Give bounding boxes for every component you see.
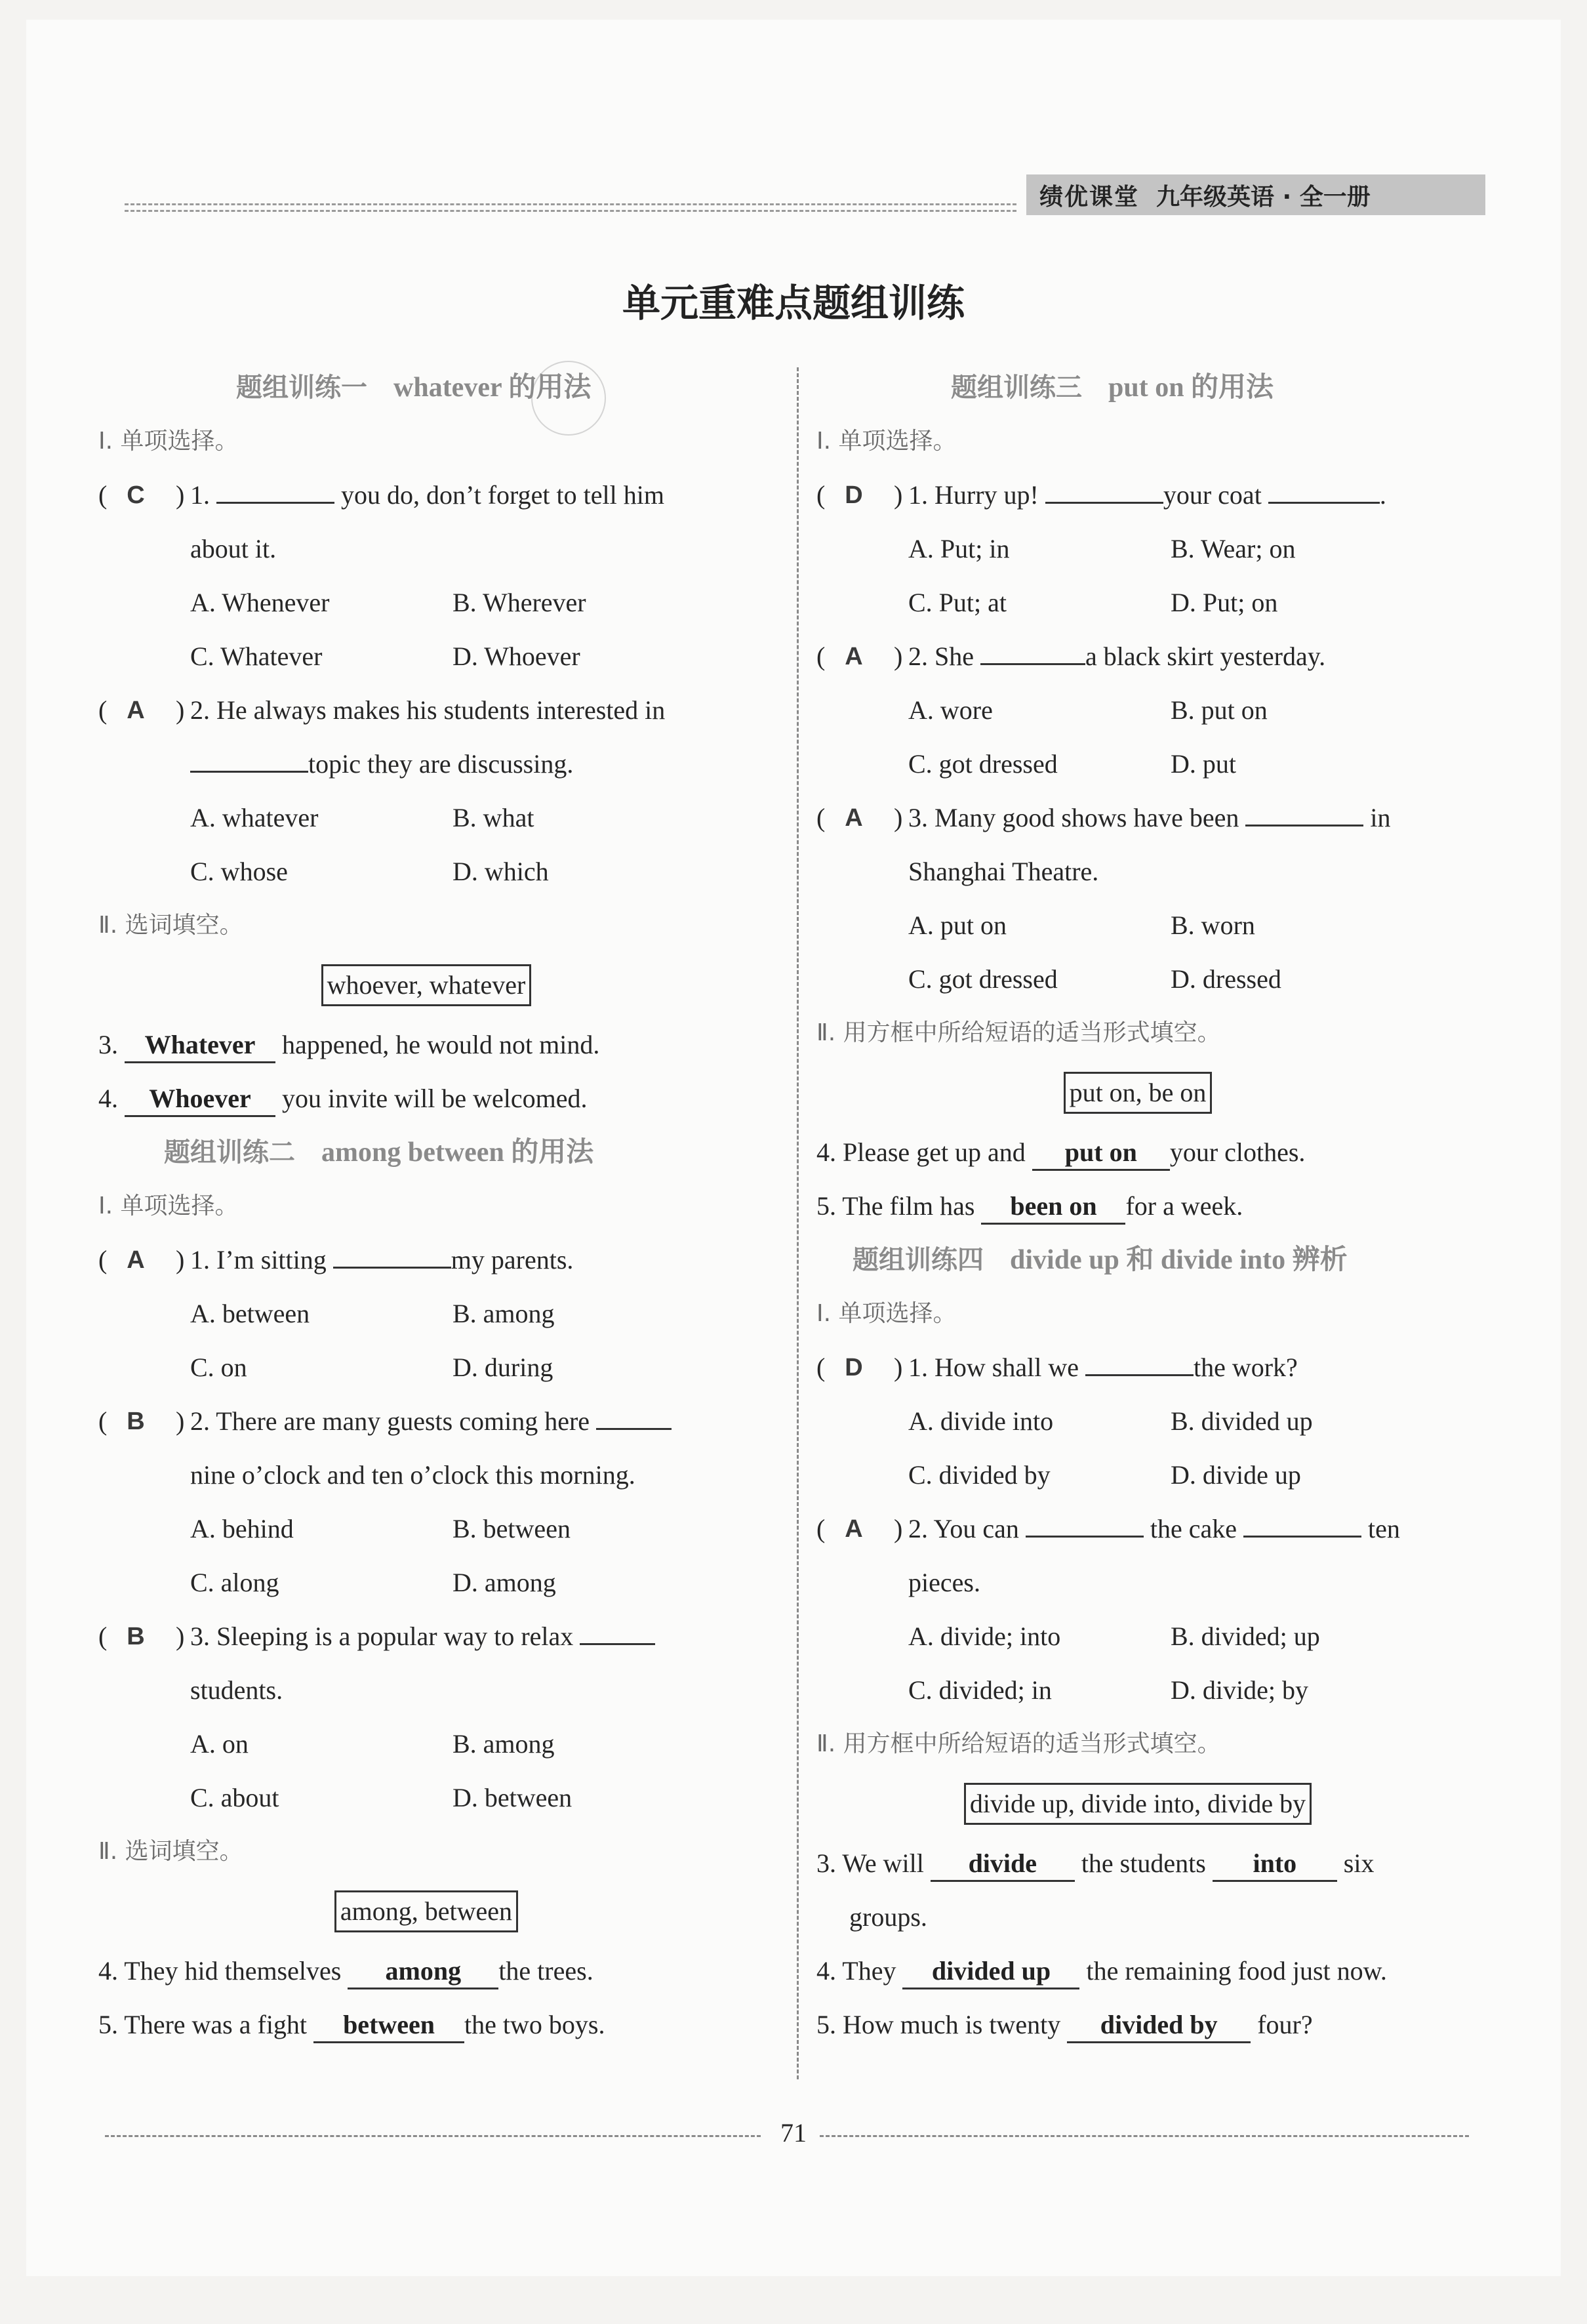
answer-mark: A bbox=[845, 643, 863, 670]
option: C. about bbox=[190, 1783, 279, 1812]
question-text-tail: the trees. bbox=[498, 1956, 593, 1986]
question-text: 5. There was a fight bbox=[98, 2010, 308, 2039]
header-rule bbox=[125, 210, 1016, 212]
question-text: you do, don’t forget to tell him bbox=[341, 480, 664, 510]
left-column bbox=[98, 361, 754, 2052]
question-text-tail: six bbox=[1343, 1848, 1375, 1878]
answer-mark: A bbox=[127, 697, 145, 724]
options-row bbox=[98, 1556, 754, 1610]
question-text: pieces. bbox=[908, 1568, 980, 1597]
header-tab bbox=[1026, 174, 1485, 215]
brand-name: 绩优课堂 bbox=[1039, 183, 1140, 211]
option: D. divide; by bbox=[1171, 1675, 1308, 1705]
answer-blank bbox=[1045, 479, 1163, 504]
question-number: 4. bbox=[98, 1084, 118, 1113]
option: D. during bbox=[452, 1353, 553, 1382]
question-text: 1. Hurry up! bbox=[908, 480, 1039, 510]
option: D. Put; on bbox=[1171, 588, 1278, 617]
option: B. divided up bbox=[1171, 1406, 1313, 1436]
section-title-en: put on 的用法 bbox=[1108, 373, 1274, 403]
word-box-row bbox=[797, 1060, 1479, 1126]
answer-blank bbox=[1026, 1513, 1144, 1538]
answer-blank bbox=[190, 748, 308, 773]
question-1: ( ) D 1. How shall we the work? bbox=[816, 1341, 1479, 1395]
question-text: 3. Sleeping is a popular way to relax bbox=[190, 1621, 574, 1651]
book-subtitle: 九年级英语 · 全一册 bbox=[1156, 183, 1371, 211]
question-2: ( ) B 2. There are many guests coming here bbox=[98, 1395, 754, 1448]
answer-blank bbox=[1243, 1513, 1361, 1538]
question-text: 4. They hid themselves bbox=[98, 1956, 342, 1986]
question-text-tail: topic they are discussing. bbox=[308, 749, 574, 779]
question-text: 2. There are many guests coming here bbox=[190, 1406, 590, 1436]
options-row bbox=[98, 1287, 754, 1341]
section-title-zh: 题组训练二 bbox=[164, 1137, 295, 1168]
question-text: 5. The film has bbox=[816, 1191, 975, 1221]
option: A. between bbox=[190, 1299, 310, 1328]
question-text: happened, he would not mind. bbox=[282, 1030, 600, 1059]
option: A. Whenever bbox=[190, 588, 330, 617]
filled-answer: divided up bbox=[902, 1955, 1079, 1989]
part-heading: Ⅱ. 用方框中所给短语的适当形式填空。 bbox=[816, 1730, 1221, 1757]
option: A. on bbox=[190, 1729, 249, 1759]
option: B. Wear; on bbox=[1171, 534, 1296, 563]
question-text: 2. He always makes his students interested in bbox=[190, 695, 666, 725]
option: B. divided; up bbox=[1171, 1621, 1320, 1651]
fill-3 bbox=[98, 1018, 754, 1072]
question-text-tail: four? bbox=[1257, 2010, 1313, 2039]
page-number: 71 bbox=[780, 2118, 807, 2148]
right-column bbox=[797, 361, 1479, 2052]
word-box: among, between bbox=[334, 1890, 518, 1932]
filled-answer: divided by bbox=[1067, 2008, 1251, 2043]
option: B. put on bbox=[1171, 695, 1268, 725]
filled-answer: among bbox=[348, 1955, 498, 1989]
stamp-mark bbox=[531, 361, 606, 436]
option: D. which bbox=[452, 857, 549, 886]
section-title bbox=[797, 1233, 1479, 1287]
part-heading: Ⅰ. 单项选择。 bbox=[816, 428, 957, 455]
question-3: ( ) B 3. Sleeping is a popular way to relax bbox=[98, 1610, 754, 1663]
answer-blank bbox=[1268, 479, 1380, 504]
question-text-end: . bbox=[1379, 480, 1386, 510]
question-text: 3. Many good shows have been bbox=[908, 803, 1239, 832]
section-title bbox=[98, 1126, 754, 1179]
option: A. divide into bbox=[908, 1406, 1054, 1436]
option: B. between bbox=[452, 1514, 571, 1543]
part-heading: Ⅰ. 单项选择。 bbox=[98, 1193, 239, 1219]
question-number: 3. bbox=[98, 1030, 118, 1059]
section-title-zh: 题组训练一 bbox=[236, 373, 367, 403]
options-row bbox=[98, 1771, 754, 1825]
options-row bbox=[98, 630, 754, 683]
answer-mark: D bbox=[845, 481, 863, 509]
options-row bbox=[816, 899, 1479, 952]
question-text: 4. Please get up and bbox=[816, 1137, 1026, 1167]
filled-answer: been on bbox=[981, 1190, 1125, 1225]
fill-4 bbox=[816, 1944, 1479, 1998]
option: C. got dressed bbox=[908, 749, 1058, 779]
fill-5 bbox=[816, 1179, 1479, 1233]
option: C. Put; at bbox=[908, 588, 1007, 617]
answer-mark: A bbox=[845, 804, 863, 832]
part-heading: Ⅱ. 用方框中所给短语的适当形式填空。 bbox=[816, 1019, 1221, 1046]
answer-blank bbox=[333, 1244, 451, 1269]
question-text: 2. You can bbox=[908, 1514, 1019, 1543]
answer-mark: A bbox=[845, 1515, 863, 1543]
question-text bbox=[98, 737, 754, 791]
fill-3 bbox=[816, 1837, 1479, 1890]
question-text-tail: ten bbox=[1368, 1514, 1400, 1543]
option: A. wore bbox=[908, 695, 993, 725]
answer-blank bbox=[580, 1621, 655, 1645]
options-row bbox=[816, 1663, 1479, 1717]
footer-rule bbox=[820, 2135, 1469, 2137]
answer-blank bbox=[1245, 802, 1363, 826]
question-text: 4. They bbox=[816, 1956, 896, 1986]
options-row bbox=[816, 1610, 1479, 1663]
word-box-row bbox=[98, 1879, 754, 1944]
option: A. Put; in bbox=[908, 534, 1010, 563]
options-row bbox=[816, 952, 1479, 1006]
answer-mark: C bbox=[127, 481, 145, 509]
question-text: about it. bbox=[190, 534, 277, 563]
section-title-en: divide up 和 divide into 辨析 bbox=[1010, 1245, 1348, 1275]
footer-rule bbox=[105, 2135, 761, 2137]
question-text-tail: a black skirt yesterday. bbox=[1085, 642, 1326, 671]
page-title: 单元重难点题组训练 bbox=[622, 281, 965, 325]
answer-mark: D bbox=[845, 1354, 863, 1381]
options-row bbox=[816, 1395, 1479, 1448]
answer-blank bbox=[980, 641, 1085, 665]
options-row bbox=[98, 1502, 754, 1556]
word-box: whoever, whatever bbox=[321, 964, 532, 1006]
options-row bbox=[816, 683, 1479, 737]
answer-blank bbox=[596, 1406, 672, 1430]
question-text: nine o’clock and ten o’clock this morning. bbox=[190, 1460, 635, 1490]
word-box: put on, be on bbox=[1064, 1072, 1213, 1114]
answer-mark: B bbox=[127, 1408, 145, 1435]
fill-5 bbox=[816, 1998, 1479, 2052]
part-heading: Ⅰ. 单项选择。 bbox=[816, 1300, 957, 1327]
question-text-tail: in bbox=[1370, 803, 1391, 832]
part-heading: Ⅱ. 选词填空。 bbox=[98, 1838, 243, 1865]
option: C. on bbox=[190, 1353, 247, 1382]
section-title bbox=[797, 361, 1479, 415]
question-1: ( ) D 1. Hurry up! your coat . bbox=[816, 468, 1479, 522]
question-1: ( ) A 1. I’m sitting my parents. bbox=[98, 1233, 754, 1287]
option: A. put on bbox=[908, 910, 1007, 940]
section-title bbox=[98, 361, 754, 415]
answer-mark: B bbox=[127, 1623, 145, 1650]
option: C. divided by bbox=[908, 1460, 1051, 1490]
options-row bbox=[98, 1341, 754, 1395]
fill-4 bbox=[98, 1944, 754, 1998]
fill-4 bbox=[816, 1126, 1479, 1179]
question-text: students. bbox=[190, 1675, 283, 1705]
part-heading: Ⅱ. 选词填空。 bbox=[98, 912, 243, 939]
options-row bbox=[98, 845, 754, 899]
section-title-en: among between 的用法 bbox=[321, 1137, 594, 1168]
question-2: ( ) A 2. You can the cake ten bbox=[816, 1502, 1479, 1556]
filled-answer: divide bbox=[931, 1847, 1075, 1882]
filled-answer: between bbox=[313, 2008, 464, 2043]
question-text: 3. We will bbox=[816, 1848, 924, 1878]
question-text-tail: my parents. bbox=[451, 1245, 574, 1274]
option: D. among bbox=[452, 1568, 556, 1597]
question-text-tail: your clothes. bbox=[1169, 1137, 1306, 1167]
question-text-tail: for a week. bbox=[1125, 1191, 1243, 1221]
question-text: 2. She bbox=[908, 642, 974, 671]
question-text: Shanghai Theatre. bbox=[908, 857, 1099, 886]
option: C. got dressed bbox=[908, 964, 1058, 994]
section-title-en: whatever 的用法 bbox=[393, 373, 592, 403]
options-row bbox=[816, 522, 1479, 576]
fill-4 bbox=[98, 1072, 754, 1126]
question-1: ( ) C 1. you do, don’t forget to tell him bbox=[98, 468, 754, 522]
question-text: 1. I’m sitting bbox=[190, 1245, 327, 1274]
option: B. Wherever bbox=[452, 588, 586, 617]
answer-mark: A bbox=[127, 1246, 145, 1274]
option: D. dressed bbox=[1171, 964, 1281, 994]
question-2: ( ) A 2. She a black skirt yesterday. bbox=[816, 630, 1479, 683]
option: B. worn bbox=[1171, 910, 1255, 940]
options-row bbox=[816, 1448, 1479, 1502]
question-3: ( ) A 3. Many good shows have been in bbox=[816, 791, 1479, 845]
filled-answer: Whoever bbox=[125, 1082, 275, 1117]
option: A. behind bbox=[190, 1514, 294, 1543]
question-2: ( ) A 2. He always makes his students interested in bbox=[98, 683, 754, 737]
options-row bbox=[816, 576, 1479, 630]
option: A. divide; into bbox=[908, 1621, 1061, 1651]
word-box-row bbox=[797, 1771, 1479, 1837]
question-text-mid: the students bbox=[1081, 1848, 1206, 1878]
option: D. put bbox=[1171, 749, 1236, 779]
filled-answer: Whatever bbox=[125, 1029, 275, 1063]
option: C. whose bbox=[190, 857, 288, 886]
question-text-mid: the cake bbox=[1150, 1514, 1237, 1543]
question-text-mid: your coat bbox=[1163, 480, 1262, 510]
question-text: 5. How much is twenty bbox=[816, 2010, 1061, 2039]
fill-5 bbox=[98, 1998, 754, 2052]
option: B. among bbox=[452, 1729, 555, 1759]
question-text-tail: the remaining food just now. bbox=[1086, 1956, 1387, 1986]
question-text-tail: the two boys. bbox=[464, 2010, 605, 2039]
option: D. divide up bbox=[1171, 1460, 1301, 1490]
word-box: divide up, divide into, divide by bbox=[964, 1783, 1312, 1825]
option: C. along bbox=[190, 1568, 279, 1597]
answer-blank bbox=[216, 479, 334, 504]
option: C. divided; in bbox=[908, 1675, 1052, 1705]
option: C. Whatever bbox=[190, 642, 323, 671]
option: D. between bbox=[452, 1783, 573, 1812]
section-title-zh: 题组训练四 bbox=[853, 1245, 984, 1275]
question-text: you invite will be welcomed. bbox=[282, 1084, 588, 1113]
question-text-tail: the work? bbox=[1193, 1353, 1298, 1382]
filled-answer: into bbox=[1213, 1847, 1337, 1882]
option: D. Whoever bbox=[452, 642, 580, 671]
options-row bbox=[98, 576, 754, 630]
header-rule bbox=[125, 203, 1016, 205]
part-heading: Ⅰ. 单项选择。 bbox=[98, 428, 239, 455]
word-box-row bbox=[98, 952, 754, 1018]
question-text: 1. How shall we bbox=[908, 1353, 1079, 1382]
question-text: groups. bbox=[849, 1902, 927, 1932]
options-row bbox=[98, 1717, 754, 1771]
filled-answer: put on bbox=[1032, 1136, 1170, 1171]
options-row bbox=[816, 737, 1479, 791]
section-title-zh: 题组训练三 bbox=[951, 373, 1082, 403]
answer-blank bbox=[1085, 1352, 1194, 1376]
options-row bbox=[98, 791, 754, 845]
option: A. whatever bbox=[190, 803, 319, 832]
worksheet-page bbox=[26, 20, 1561, 2276]
option: B. what bbox=[452, 803, 534, 832]
question-number: 1. bbox=[190, 480, 210, 510]
option: B. among bbox=[452, 1299, 555, 1328]
